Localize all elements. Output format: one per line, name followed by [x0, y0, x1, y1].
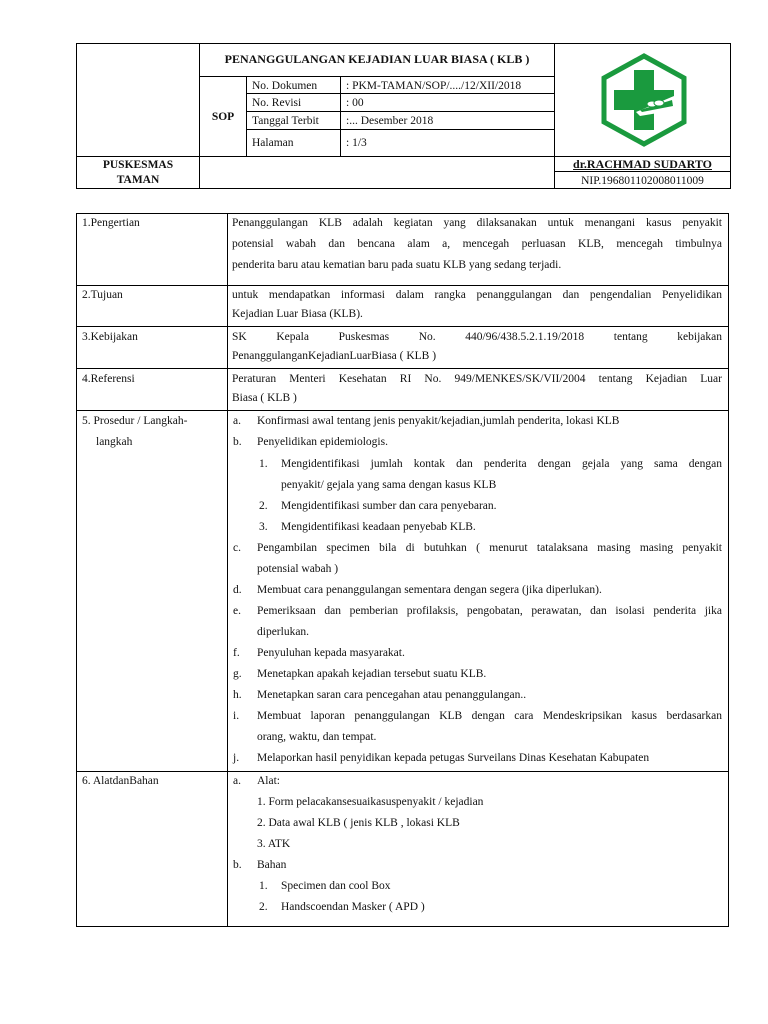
list-item: Konfirmasi awal tentang jenis penyakit/kejadian,jumlah penderita, lokasi KLB: [257, 415, 620, 427]
list-item: Mengidentifikasi sumber dan cara penyebaran.: [281, 500, 497, 512]
row-label-alat-bahan: 6. AlatdanBahan: [82, 775, 159, 787]
list-item: Penyuluhan kepada masyarakat.: [257, 647, 405, 659]
list-marker: j.: [233, 752, 240, 764]
meta-value: : 00: [346, 97, 364, 109]
list-item: Membuat cara penanggulangan sementara dengan segera (jika diperlukan).: [257, 584, 602, 596]
alat-heading: Alat:: [257, 775, 280, 787]
alat-item: 2. Data awal KLB ( jenis KLB , lokasi KLB: [257, 817, 460, 829]
list-item: Menetapkan apakah kejadian tersebut suatu KLB.: [257, 668, 487, 680]
bahan-heading: Bahan: [257, 859, 287, 871]
list-marker: 1.: [259, 458, 268, 470]
list-marker: f.: [233, 647, 240, 659]
kebijakan-text: PenanggulanganKejadianLuarBiasa ( KLB ): [232, 350, 437, 362]
list-marker: c.: [233, 542, 241, 554]
list-marker: e.: [233, 605, 241, 617]
list-marker: i.: [233, 710, 240, 722]
list-item: Mengidentifikasi keadaan penyebab KLB.: [281, 521, 476, 533]
pengertian-text: Penanggulangan KLB adalah kegiatan yang dilaksanakan untuk menangani kasus penyakit: [232, 217, 722, 229]
alat-item: 1. Form pelacakansesuaikasuspenyakit / kejadian: [257, 796, 484, 808]
row-label-tujuan: 2.Tujuan: [82, 289, 123, 301]
list-marker: 2.: [259, 901, 268, 913]
list-item: Membuat laporan penanggulangan KLB dengan cara Mendeskripsikan kasus berdasarkan: [257, 710, 722, 722]
kebijakan-text: SK Kepala Puskesmas No. 440/96/438.5.2.1.19/2018 tentang kebijakan: [232, 331, 722, 343]
puskesmas-name: PUSKESMAS: [102, 159, 174, 171]
list-item: potensial wabah ): [257, 563, 339, 575]
bahan-item: Handscoendan Masker ( APD ): [281, 901, 425, 913]
list-marker: b.: [233, 436, 242, 448]
meta-label: No. Dokumen: [252, 80, 318, 92]
meta-label: Halaman: [252, 137, 294, 149]
list-marker: a.: [233, 775, 241, 787]
list-marker: g.: [233, 668, 242, 680]
row-label-prosedur: 5. Prosedur / Langkah-: [82, 415, 188, 427]
referensi-text: Peraturan Menteri Kesehatan RI No. 949/MENKES/SK/VII/2004 tentang Kejadian Luar: [232, 373, 722, 385]
meta-label: No. Revisi: [252, 97, 302, 109]
pengertian-text: potensial wabah dan bencana alam a, mencegah perluasan KLB, mencegah timbulnya: [232, 238, 722, 250]
list-item: Mengidentifikasi jumlah kontak dan penderita dengan gejala yang sama dengan: [281, 458, 722, 470]
row-label-prosedur: langkah: [96, 436, 133, 448]
alat-item: 3. ATK: [257, 838, 291, 850]
list-marker: 2.: [259, 500, 268, 512]
row-label-pengertian: 1.Pengertian: [82, 217, 140, 229]
list-marker: 1.: [259, 880, 268, 892]
list-item: Melaporkan hasil penyidikan kepada petugas Surveilans Dinas Kesehatan Kabupaten: [257, 752, 650, 764]
list-marker: 3.: [259, 521, 268, 533]
tujuan-text: Kejadian Luar Biasa (KLB).: [232, 308, 363, 320]
list-marker: b.: [233, 859, 242, 871]
list-item: orang, waktu, dan tempat.: [257, 731, 377, 743]
meta-value: :... Desember 2018: [346, 115, 434, 127]
signer-nip: NIP.196801102008011009: [581, 175, 704, 187]
row-label-kebijakan: 3.Kebijakan: [82, 331, 138, 343]
bahan-item: Specimen dan cool Box: [281, 880, 391, 892]
list-marker: d.: [233, 584, 242, 596]
document-title: PENANGGULANGAN KEJADIAN LUAR BIASA ( KLB ): [224, 52, 530, 66]
list-item: Menetapkan saran cara pencegahan atau penanggulangan..: [257, 689, 527, 701]
list-marker: h.: [233, 689, 242, 701]
sop-label: SOP: [211, 111, 235, 123]
list-item: Penyelidikan epidemiologis.: [257, 436, 388, 448]
puskesmas-location: TAMAN: [116, 174, 160, 186]
meta-value: : PKM-TAMAN/SOP/..../12/XII/2018: [346, 80, 522, 92]
list-item: diperlukan.: [257, 626, 310, 638]
meta-label: Tanggal Terbit: [252, 115, 319, 127]
list-item: Pengambilan specimen bila di butuhkan ( menurut tatalaksana masing masing penyakit: [257, 542, 722, 554]
tujuan-text: untuk mendapatkan informasi dalam rangka penanggulangan dan pengendalian Penyelidikan: [232, 289, 722, 301]
referensi-text: Biasa ( KLB ): [232, 392, 297, 404]
row-label-referensi: 4.Referensi: [82, 373, 135, 385]
pengertian-text: penderita baru atau kematian baru pada suatu KLB yang sedang terjadi.: [232, 259, 562, 271]
meta-value: : 1/3: [346, 137, 367, 149]
signer-name: dr.RACHMAD SUDARTO: [573, 157, 712, 171]
puskesmas-cross-logo: [596, 52, 692, 148]
list-marker: a.: [233, 415, 241, 427]
list-item: Pemeriksaan dan pemberian profilaksis, pengobatan, perawatan, dan isolasi penderita jika: [257, 605, 722, 617]
list-item: penyakit/ gejala yang sama dengan kasus KLB: [281, 479, 497, 491]
